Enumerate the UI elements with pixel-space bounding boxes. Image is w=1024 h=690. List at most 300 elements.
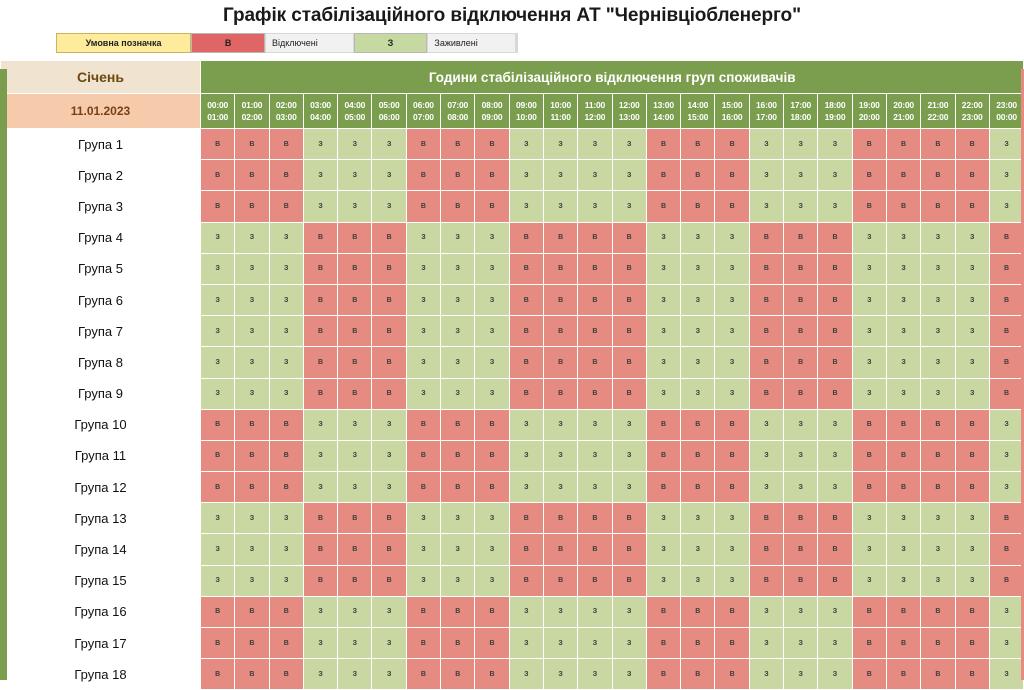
cell-off: В — [543, 347, 577, 378]
cell-on: З — [235, 284, 269, 315]
cell-on: З — [509, 472, 543, 503]
cell-off: В — [886, 409, 920, 440]
hours-title-header: Години стабілізаційного відключення груп споживачів — [201, 61, 1024, 94]
cell-off: В — [681, 472, 715, 503]
cell-on: З — [646, 253, 680, 284]
cell-off: В — [646, 440, 680, 471]
cell-on: З — [681, 534, 715, 565]
cell-off: В — [852, 409, 886, 440]
cell-on: З — [612, 129, 646, 160]
cell-on: З — [578, 409, 612, 440]
cell-on: З — [338, 129, 372, 160]
hour-slot-start: 19:00 — [858, 100, 880, 110]
cell-on: З — [235, 378, 269, 409]
cell-on: З — [818, 440, 852, 471]
cell-on: З — [715, 284, 749, 315]
hour-slot-header — [715, 94, 749, 129]
cell-off: В — [784, 534, 818, 565]
cell-on: З — [406, 565, 440, 596]
cell-off: В — [646, 596, 680, 627]
cell-off: В — [818, 347, 852, 378]
cell-off: В — [955, 191, 989, 222]
cell-on: З — [543, 659, 577, 690]
cell-off: В — [852, 596, 886, 627]
cell-on: З — [372, 596, 406, 627]
cell-off: В — [475, 440, 509, 471]
cell-on: З — [955, 347, 989, 378]
cell-on: З — [612, 472, 646, 503]
cell-off: В — [303, 316, 337, 347]
cell-on: З — [955, 284, 989, 315]
legend — [56, 33, 518, 53]
cell-off: В — [269, 440, 303, 471]
cell-on: З — [784, 628, 818, 659]
table-row — [1, 628, 1024, 659]
cell-on: З — [852, 222, 886, 253]
cell-off: В — [406, 409, 440, 440]
cell-on: З — [681, 284, 715, 315]
cell-on: З — [372, 659, 406, 690]
cell-on: З — [269, 316, 303, 347]
hour-slot-header — [235, 94, 269, 129]
cell-off: В — [406, 440, 440, 471]
cell-off: В — [749, 534, 783, 565]
cell-on: З — [749, 129, 783, 160]
cell-on: З — [201, 534, 235, 565]
cell-off: В — [886, 160, 920, 191]
cell-off: В — [749, 253, 783, 284]
cell-on: З — [646, 565, 680, 596]
cell-off: В — [715, 160, 749, 191]
cell-off: В — [338, 503, 372, 534]
cell-off: В — [955, 659, 989, 690]
cell-on: З — [784, 160, 818, 191]
cell-off: В — [715, 659, 749, 690]
cell-on: З — [338, 409, 372, 440]
cell-off: В — [475, 160, 509, 191]
cell-on: З — [989, 160, 1024, 191]
hour-slot-start: 00:00 — [207, 100, 229, 110]
cell-off: В — [886, 129, 920, 160]
cell-on: З — [406, 222, 440, 253]
cell-on: З — [578, 472, 612, 503]
cell-on: З — [989, 440, 1024, 471]
hour-slot-end: 16:00 — [721, 112, 743, 122]
hour-slot-end: 20:00 — [858, 112, 880, 122]
hour-slot-end: 13:00 — [618, 112, 640, 122]
cell-on: З — [406, 253, 440, 284]
cell-on: З — [886, 378, 920, 409]
cell-off: В — [303, 222, 337, 253]
cell-on: З — [784, 129, 818, 160]
cell-off: В — [749, 284, 783, 315]
hour-slot-start: 08:00 — [481, 100, 503, 110]
cell-on: З — [989, 659, 1024, 690]
cell-off: В — [372, 316, 406, 347]
cell-on: З — [818, 129, 852, 160]
hour-slot-header — [543, 94, 577, 129]
table-head — [1, 61, 1024, 129]
hour-slot-header — [372, 94, 406, 129]
hour-slot-end: 02:00 — [241, 112, 263, 122]
cell-on: З — [475, 316, 509, 347]
cell-on: З — [955, 316, 989, 347]
cell-off: В — [818, 534, 852, 565]
cell-off: В — [201, 628, 235, 659]
cell-off: В — [852, 191, 886, 222]
cell-on: З — [269, 347, 303, 378]
cell-on: З — [886, 284, 920, 315]
date-header: 11.01.2023 — [1, 94, 201, 129]
cell-on: З — [646, 222, 680, 253]
cell-on: З — [715, 565, 749, 596]
cell-on: З — [989, 409, 1024, 440]
cell-off: В — [749, 503, 783, 534]
hour-slot-header — [303, 94, 337, 129]
hour-slot-start: 15:00 — [721, 100, 743, 110]
cell-on: З — [612, 628, 646, 659]
cell-off: В — [269, 409, 303, 440]
cell-off: В — [989, 503, 1024, 534]
cell-on: З — [338, 628, 372, 659]
hour-slot-start: 14:00 — [687, 100, 709, 110]
cell-on: З — [681, 316, 715, 347]
cell-off: В — [303, 284, 337, 315]
hour-slot-start: 04:00 — [344, 100, 366, 110]
cell-on: З — [852, 316, 886, 347]
cell-on: З — [784, 596, 818, 627]
cell-off: В — [921, 129, 955, 160]
cell-off: В — [509, 347, 543, 378]
cell-off: В — [372, 534, 406, 565]
cell-on: З — [715, 503, 749, 534]
cell-off: В — [475, 628, 509, 659]
cell-on: З — [886, 316, 920, 347]
cell-on: З — [749, 472, 783, 503]
cell-off: В — [646, 409, 680, 440]
cell-off: В — [441, 191, 475, 222]
cell-on: З — [852, 565, 886, 596]
cell-off: В — [543, 253, 577, 284]
cell-off: В — [269, 659, 303, 690]
group-name-cell: Група 11 — [1, 440, 201, 471]
cell-on: З — [303, 409, 337, 440]
cell-on: З — [852, 378, 886, 409]
cell-on: З — [715, 253, 749, 284]
cell-off: В — [578, 316, 612, 347]
month-header: Січень — [1, 61, 201, 94]
cell-off: В — [818, 253, 852, 284]
hour-slot-end: 04:00 — [310, 112, 331, 122]
cell-off: В — [784, 284, 818, 315]
cell-on: З — [749, 191, 783, 222]
hour-slot-end: 09:00 — [481, 112, 503, 122]
cell-off: В — [784, 347, 818, 378]
hour-slot-header — [955, 94, 989, 129]
hour-slot-header — [509, 94, 543, 129]
cell-off: В — [441, 129, 475, 160]
cell-off: В — [989, 316, 1024, 347]
group-name-cell: Група 3 — [1, 191, 201, 222]
cell-on: З — [201, 378, 235, 409]
cell-off: В — [372, 253, 406, 284]
cell-off: В — [715, 628, 749, 659]
cell-off: В — [269, 129, 303, 160]
cell-on: З — [921, 503, 955, 534]
cell-off: В — [955, 160, 989, 191]
cell-off: В — [955, 596, 989, 627]
cell-off: В — [578, 534, 612, 565]
table-row — [1, 596, 1024, 627]
cell-on: З — [852, 534, 886, 565]
cell-off: В — [509, 503, 543, 534]
cell-off: В — [852, 472, 886, 503]
cell-off: В — [509, 253, 543, 284]
hour-slot-header — [989, 94, 1024, 129]
cell-off: В — [921, 440, 955, 471]
table-row — [1, 191, 1024, 222]
hour-slot-start: 23:00 — [996, 100, 1017, 110]
cell-off: В — [715, 440, 749, 471]
cell-off: В — [989, 534, 1024, 565]
hour-slot-start: 22:00 — [961, 100, 983, 110]
cell-off: В — [886, 628, 920, 659]
cell-off: В — [749, 378, 783, 409]
cell-on: З — [715, 347, 749, 378]
cell-on: З — [886, 565, 920, 596]
hour-slot-start: 07:00 — [447, 100, 469, 110]
cell-on: З — [818, 160, 852, 191]
hour-slot-header — [201, 94, 235, 129]
cell-on: З — [681, 347, 715, 378]
hour-slot-header — [406, 94, 440, 129]
cell-on: З — [543, 191, 577, 222]
cell-on: З — [646, 284, 680, 315]
cell-on: З — [235, 253, 269, 284]
table-row — [1, 378, 1024, 409]
cell-on: З — [269, 284, 303, 315]
cell-on: З — [749, 160, 783, 191]
hour-slot-header — [646, 94, 680, 129]
cell-on: З — [646, 503, 680, 534]
page-title: Графік стабілізаційного відключення АТ "Чернівціобленерго" — [223, 5, 801, 26]
cell-off: В — [921, 191, 955, 222]
cell-off: В — [989, 378, 1024, 409]
cell-off: В — [612, 253, 646, 284]
cell-off: В — [338, 284, 372, 315]
cell-on: З — [475, 534, 509, 565]
cell-off: В — [201, 659, 235, 690]
cell-off: В — [646, 191, 680, 222]
cell-off: В — [921, 160, 955, 191]
cell-off: В — [955, 628, 989, 659]
hour-slot-end: 01:00 — [207, 112, 229, 122]
table-row — [1, 316, 1024, 347]
cell-on: З — [269, 534, 303, 565]
cell-on: З — [955, 378, 989, 409]
cell-on: З — [715, 378, 749, 409]
cell-on: З — [989, 129, 1024, 160]
group-name-cell: Група 1 — [1, 129, 201, 160]
cell-on: З — [303, 472, 337, 503]
cell-on: З — [543, 129, 577, 160]
cell-on: З — [201, 222, 235, 253]
table-row — [1, 284, 1024, 315]
cell-off: В — [269, 472, 303, 503]
cell-on: З — [886, 222, 920, 253]
header-row-top — [1, 61, 1024, 94]
hour-slot-header — [475, 94, 509, 129]
cell-on: З — [406, 316, 440, 347]
cell-off: В — [509, 534, 543, 565]
cell-off: В — [818, 316, 852, 347]
cell-off: В — [543, 503, 577, 534]
cell-off: В — [749, 222, 783, 253]
cell-on: З — [372, 472, 406, 503]
hour-slot-start: 11:00 — [584, 100, 606, 110]
cell-off: В — [681, 409, 715, 440]
cell-on: З — [269, 222, 303, 253]
cell-on: З — [784, 191, 818, 222]
cell-off: В — [578, 378, 612, 409]
cell-on: З — [578, 628, 612, 659]
cell-off: В — [715, 129, 749, 160]
cell-on: З — [269, 378, 303, 409]
cell-off: В — [509, 565, 543, 596]
cell-off: В — [509, 284, 543, 315]
cell-off: В — [235, 659, 269, 690]
cell-off: В — [235, 472, 269, 503]
cell-on: З — [578, 129, 612, 160]
cell-off: В — [578, 222, 612, 253]
cell-off: В — [303, 347, 337, 378]
cell-off: В — [372, 503, 406, 534]
cell-off: В — [612, 222, 646, 253]
cell-on: З — [441, 316, 475, 347]
cell-on: З — [338, 659, 372, 690]
table-row — [1, 409, 1024, 440]
hour-slot-header — [612, 94, 646, 129]
cell-on: З — [612, 160, 646, 191]
cell-off: В — [989, 347, 1024, 378]
table-row — [1, 534, 1024, 565]
cell-off: В — [612, 378, 646, 409]
cell-on: З — [441, 503, 475, 534]
cell-on: З — [578, 191, 612, 222]
cell-on: З — [509, 409, 543, 440]
cell-off: В — [715, 191, 749, 222]
cell-on: З — [886, 503, 920, 534]
table-row — [1, 129, 1024, 160]
cell-off: В — [441, 160, 475, 191]
table-row — [1, 503, 1024, 534]
cell-off: В — [715, 596, 749, 627]
cell-off: В — [886, 472, 920, 503]
hour-slot-header — [886, 94, 920, 129]
cell-on: З — [441, 253, 475, 284]
cell-off: В — [886, 440, 920, 471]
cell-on: З — [406, 378, 440, 409]
group-name-cell: Група 13 — [1, 503, 201, 534]
group-name-cell: Група 15 — [1, 565, 201, 596]
cell-on: З — [303, 659, 337, 690]
cell-off: В — [406, 160, 440, 191]
cell-off: В — [646, 129, 680, 160]
cell-off: В — [921, 409, 955, 440]
cell-off: В — [406, 596, 440, 627]
cell-on: З — [269, 565, 303, 596]
cell-off: В — [818, 565, 852, 596]
cell-on: З — [852, 347, 886, 378]
cell-off: В — [338, 347, 372, 378]
cell-off: В — [201, 409, 235, 440]
group-name-cell: Група 5 — [1, 253, 201, 284]
cell-on: З — [475, 378, 509, 409]
cell-on: З — [989, 596, 1024, 627]
cell-off: В — [612, 316, 646, 347]
cell-off: В — [372, 222, 406, 253]
cell-off: В — [372, 347, 406, 378]
group-name-cell: Група 17 — [1, 628, 201, 659]
cell-on: З — [921, 316, 955, 347]
cell-on: З — [578, 659, 612, 690]
legend-text-off: Відключені — [265, 33, 354, 53]
cell-off: В — [646, 628, 680, 659]
cell-off: В — [509, 378, 543, 409]
hour-slot-end: 11:00 — [550, 112, 571, 122]
cell-off: В — [681, 628, 715, 659]
hour-slot-header — [818, 94, 852, 129]
cell-off: В — [955, 409, 989, 440]
cell-on: З — [338, 191, 372, 222]
cell-off: В — [509, 316, 543, 347]
table-row — [1, 160, 1024, 191]
cell-on: З — [749, 628, 783, 659]
cell-on: З — [646, 347, 680, 378]
cell-off: В — [543, 534, 577, 565]
cell-off: В — [475, 191, 509, 222]
cell-on: З — [372, 628, 406, 659]
hour-slot-start: 03:00 — [310, 100, 331, 110]
cell-off: В — [681, 659, 715, 690]
hour-slot-header — [338, 94, 372, 129]
table-row — [1, 222, 1024, 253]
hour-slot-end: 22:00 — [927, 112, 949, 122]
cell-off: В — [543, 284, 577, 315]
cell-on: З — [303, 628, 337, 659]
cell-on: З — [818, 628, 852, 659]
group-name-cell: Група 14 — [1, 534, 201, 565]
cell-on: З — [406, 534, 440, 565]
cell-off: В — [235, 129, 269, 160]
hour-slot-start: 09:00 — [515, 100, 537, 110]
cell-on: З — [406, 503, 440, 534]
cell-off: В — [338, 316, 372, 347]
cell-on: З — [441, 222, 475, 253]
cell-off: В — [818, 284, 852, 315]
cell-on: З — [372, 191, 406, 222]
cell-on: З — [475, 503, 509, 534]
cell-on: З — [921, 222, 955, 253]
cell-off: В — [406, 659, 440, 690]
hour-slot-start: 16:00 — [756, 100, 777, 110]
cell-off: В — [338, 565, 372, 596]
cell-off: В — [646, 160, 680, 191]
cell-off: В — [612, 565, 646, 596]
cell-on: З — [646, 378, 680, 409]
hour-slot-header — [921, 94, 955, 129]
cell-off: В — [269, 191, 303, 222]
